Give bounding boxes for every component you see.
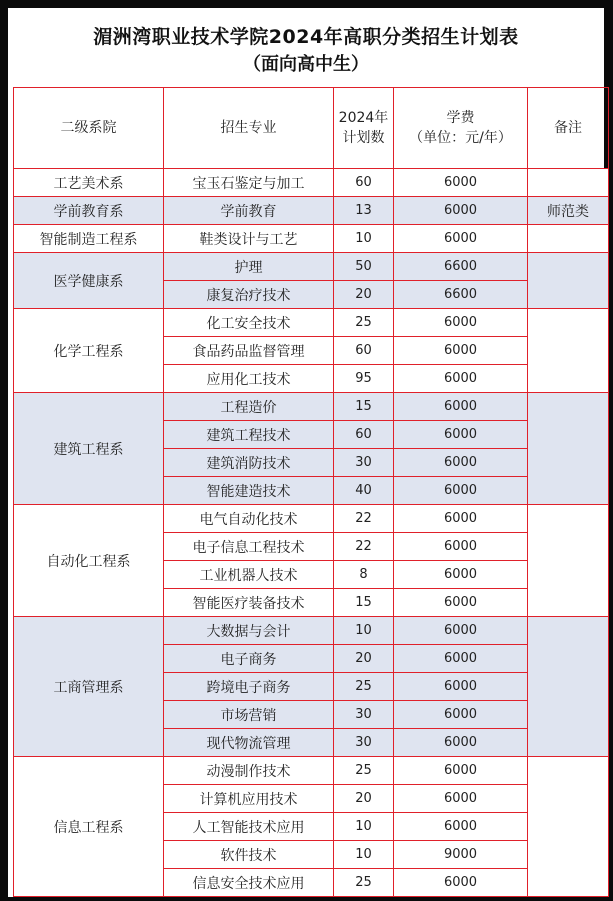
fee-cell: 6000 xyxy=(394,561,528,589)
note-cell xyxy=(528,505,609,617)
document-page xyxy=(8,8,604,897)
plan-cell: 13 xyxy=(334,197,394,225)
note-cell xyxy=(528,617,609,757)
department-cell: 建筑工程系 xyxy=(14,393,164,505)
table-header xyxy=(14,88,609,169)
fee-cell: 6000 xyxy=(394,757,528,785)
major-cell: 市场营销 xyxy=(164,701,334,729)
department-cell: 工商管理系 xyxy=(14,617,164,757)
major-cell: 人工智能技术应用 xyxy=(164,813,334,841)
fee-cell: 6000 xyxy=(394,813,528,841)
plan-cell: 60 xyxy=(334,337,394,365)
plan-cell: 25 xyxy=(334,673,394,701)
fee-cell: 6000 xyxy=(394,225,528,253)
plan-cell: 10 xyxy=(334,841,394,869)
major-cell: 应用化工技术 xyxy=(164,365,334,393)
fee-cell: 6000 xyxy=(394,617,528,645)
plan-cell: 95 xyxy=(334,365,394,393)
major-cell: 工业机器人技术 xyxy=(164,561,334,589)
major-cell: 智能建造技术 xyxy=(164,477,334,505)
table-row xyxy=(14,169,609,197)
note-cell xyxy=(528,309,609,393)
fee-cell: 6000 xyxy=(394,449,528,477)
department-cell: 学前教育系 xyxy=(14,197,164,225)
header-fee-line2: （单位：元/年） xyxy=(409,130,512,146)
major-cell: 跨境电子商务 xyxy=(164,673,334,701)
fee-cell: 6600 xyxy=(394,281,528,309)
table-row xyxy=(14,617,609,645)
major-cell: 护理 xyxy=(164,253,334,281)
department-cell: 化学工程系 xyxy=(14,309,164,393)
fee-cell: 6000 xyxy=(394,701,528,729)
fee-cell: 6000 xyxy=(394,365,528,393)
fee-cell: 6000 xyxy=(394,505,528,533)
table-row xyxy=(14,197,609,225)
table-row xyxy=(14,393,609,421)
table-row xyxy=(14,309,609,337)
fee-cell: 6000 xyxy=(394,421,528,449)
table-row xyxy=(14,225,609,253)
major-cell: 鞋类设计与工艺 xyxy=(164,225,334,253)
table-row xyxy=(14,253,609,281)
fee-cell: 6000 xyxy=(394,337,528,365)
plan-cell: 20 xyxy=(334,785,394,813)
note-cell xyxy=(528,225,609,253)
fee-cell: 6000 xyxy=(394,393,528,421)
header-row xyxy=(14,88,609,169)
table-row xyxy=(14,505,609,533)
note-cell xyxy=(528,253,609,309)
department-cell: 医学健康系 xyxy=(14,253,164,309)
plan-cell: 15 xyxy=(334,589,394,617)
plan-cell: 30 xyxy=(334,729,394,757)
header-plan xyxy=(334,88,394,169)
plan-cell: 40 xyxy=(334,477,394,505)
major-cell: 电子信息工程技术 xyxy=(164,533,334,561)
major-cell: 电气自动化技术 xyxy=(164,505,334,533)
note-cell xyxy=(528,393,609,505)
department-cell: 自动化工程系 xyxy=(14,505,164,617)
plan-cell: 8 xyxy=(334,561,394,589)
major-cell: 现代物流管理 xyxy=(164,729,334,757)
note-cell: 师范类 xyxy=(528,197,609,225)
plan-cell: 25 xyxy=(334,309,394,337)
header-major: 招生专业 xyxy=(164,88,334,169)
major-cell: 康复治疗技术 xyxy=(164,281,334,309)
title-block xyxy=(8,8,604,86)
header-note: 备注 xyxy=(528,88,609,169)
plan-cell: 25 xyxy=(334,869,394,897)
major-cell: 建筑消防技术 xyxy=(164,449,334,477)
plan-cell: 50 xyxy=(334,253,394,281)
fee-cell: 6000 xyxy=(394,589,528,617)
plan-cell: 30 xyxy=(334,701,394,729)
plan-cell: 20 xyxy=(334,281,394,309)
plan-cell: 10 xyxy=(334,617,394,645)
plan-cell: 15 xyxy=(334,393,394,421)
note-cell xyxy=(528,169,609,197)
plan-cell: 60 xyxy=(334,169,394,197)
table-row xyxy=(14,757,609,785)
major-cell: 食品药品监督管理 xyxy=(164,337,334,365)
document-subtitle: （面向高中生） xyxy=(243,54,369,75)
plan-cell: 10 xyxy=(334,225,394,253)
department-cell: 信息工程系 xyxy=(14,757,164,897)
fee-cell: 6000 xyxy=(394,197,528,225)
major-cell: 建筑工程技术 xyxy=(164,421,334,449)
fee-cell: 6000 xyxy=(394,645,528,673)
enrollment-plan-table xyxy=(13,87,609,897)
fee-cell: 6600 xyxy=(394,253,528,281)
plan-cell: 30 xyxy=(334,449,394,477)
department-cell: 智能制造工程系 xyxy=(14,225,164,253)
major-cell: 宝玉石鉴定与加工 xyxy=(164,169,334,197)
fee-cell: 6000 xyxy=(394,785,528,813)
fee-cell: 6000 xyxy=(394,309,528,337)
major-cell: 大数据与会计 xyxy=(164,617,334,645)
fee-cell: 6000 xyxy=(394,169,528,197)
header-fee xyxy=(394,88,528,169)
major-cell: 智能医疗装备技术 xyxy=(164,589,334,617)
major-cell: 软件技术 xyxy=(164,841,334,869)
fee-cell: 6000 xyxy=(394,673,528,701)
major-cell: 工程造价 xyxy=(164,393,334,421)
header-department: 二级系院 xyxy=(14,88,164,169)
plan-cell: 22 xyxy=(334,505,394,533)
major-cell: 学前教育 xyxy=(164,197,334,225)
plan-cell: 22 xyxy=(334,533,394,561)
header-plan-line1: 2024年 xyxy=(338,110,389,126)
major-cell: 动漫制作技术 xyxy=(164,757,334,785)
fee-cell: 6000 xyxy=(394,533,528,561)
plan-cell: 25 xyxy=(334,757,394,785)
note-cell xyxy=(528,757,609,897)
major-cell: 化工安全技术 xyxy=(164,309,334,337)
department-cell: 工艺美术系 xyxy=(14,169,164,197)
plan-cell: 20 xyxy=(334,645,394,673)
header-fee-line1: 学费 xyxy=(446,110,475,126)
plan-cell: 10 xyxy=(334,813,394,841)
major-cell: 信息安全技术应用 xyxy=(164,869,334,897)
fee-cell: 6000 xyxy=(394,477,528,505)
fee-cell: 9000 xyxy=(394,841,528,869)
major-cell: 计算机应用技术 xyxy=(164,785,334,813)
plan-cell: 60 xyxy=(334,421,394,449)
major-cell: 电子商务 xyxy=(164,645,334,673)
header-plan-line2: 计划数 xyxy=(342,130,385,146)
fee-cell: 6000 xyxy=(394,869,528,897)
document-title: 湄洲湾职业技术学院2024年高职分类招生计划表 xyxy=(93,26,519,48)
table-body xyxy=(14,169,609,897)
fee-cell: 6000 xyxy=(394,729,528,757)
